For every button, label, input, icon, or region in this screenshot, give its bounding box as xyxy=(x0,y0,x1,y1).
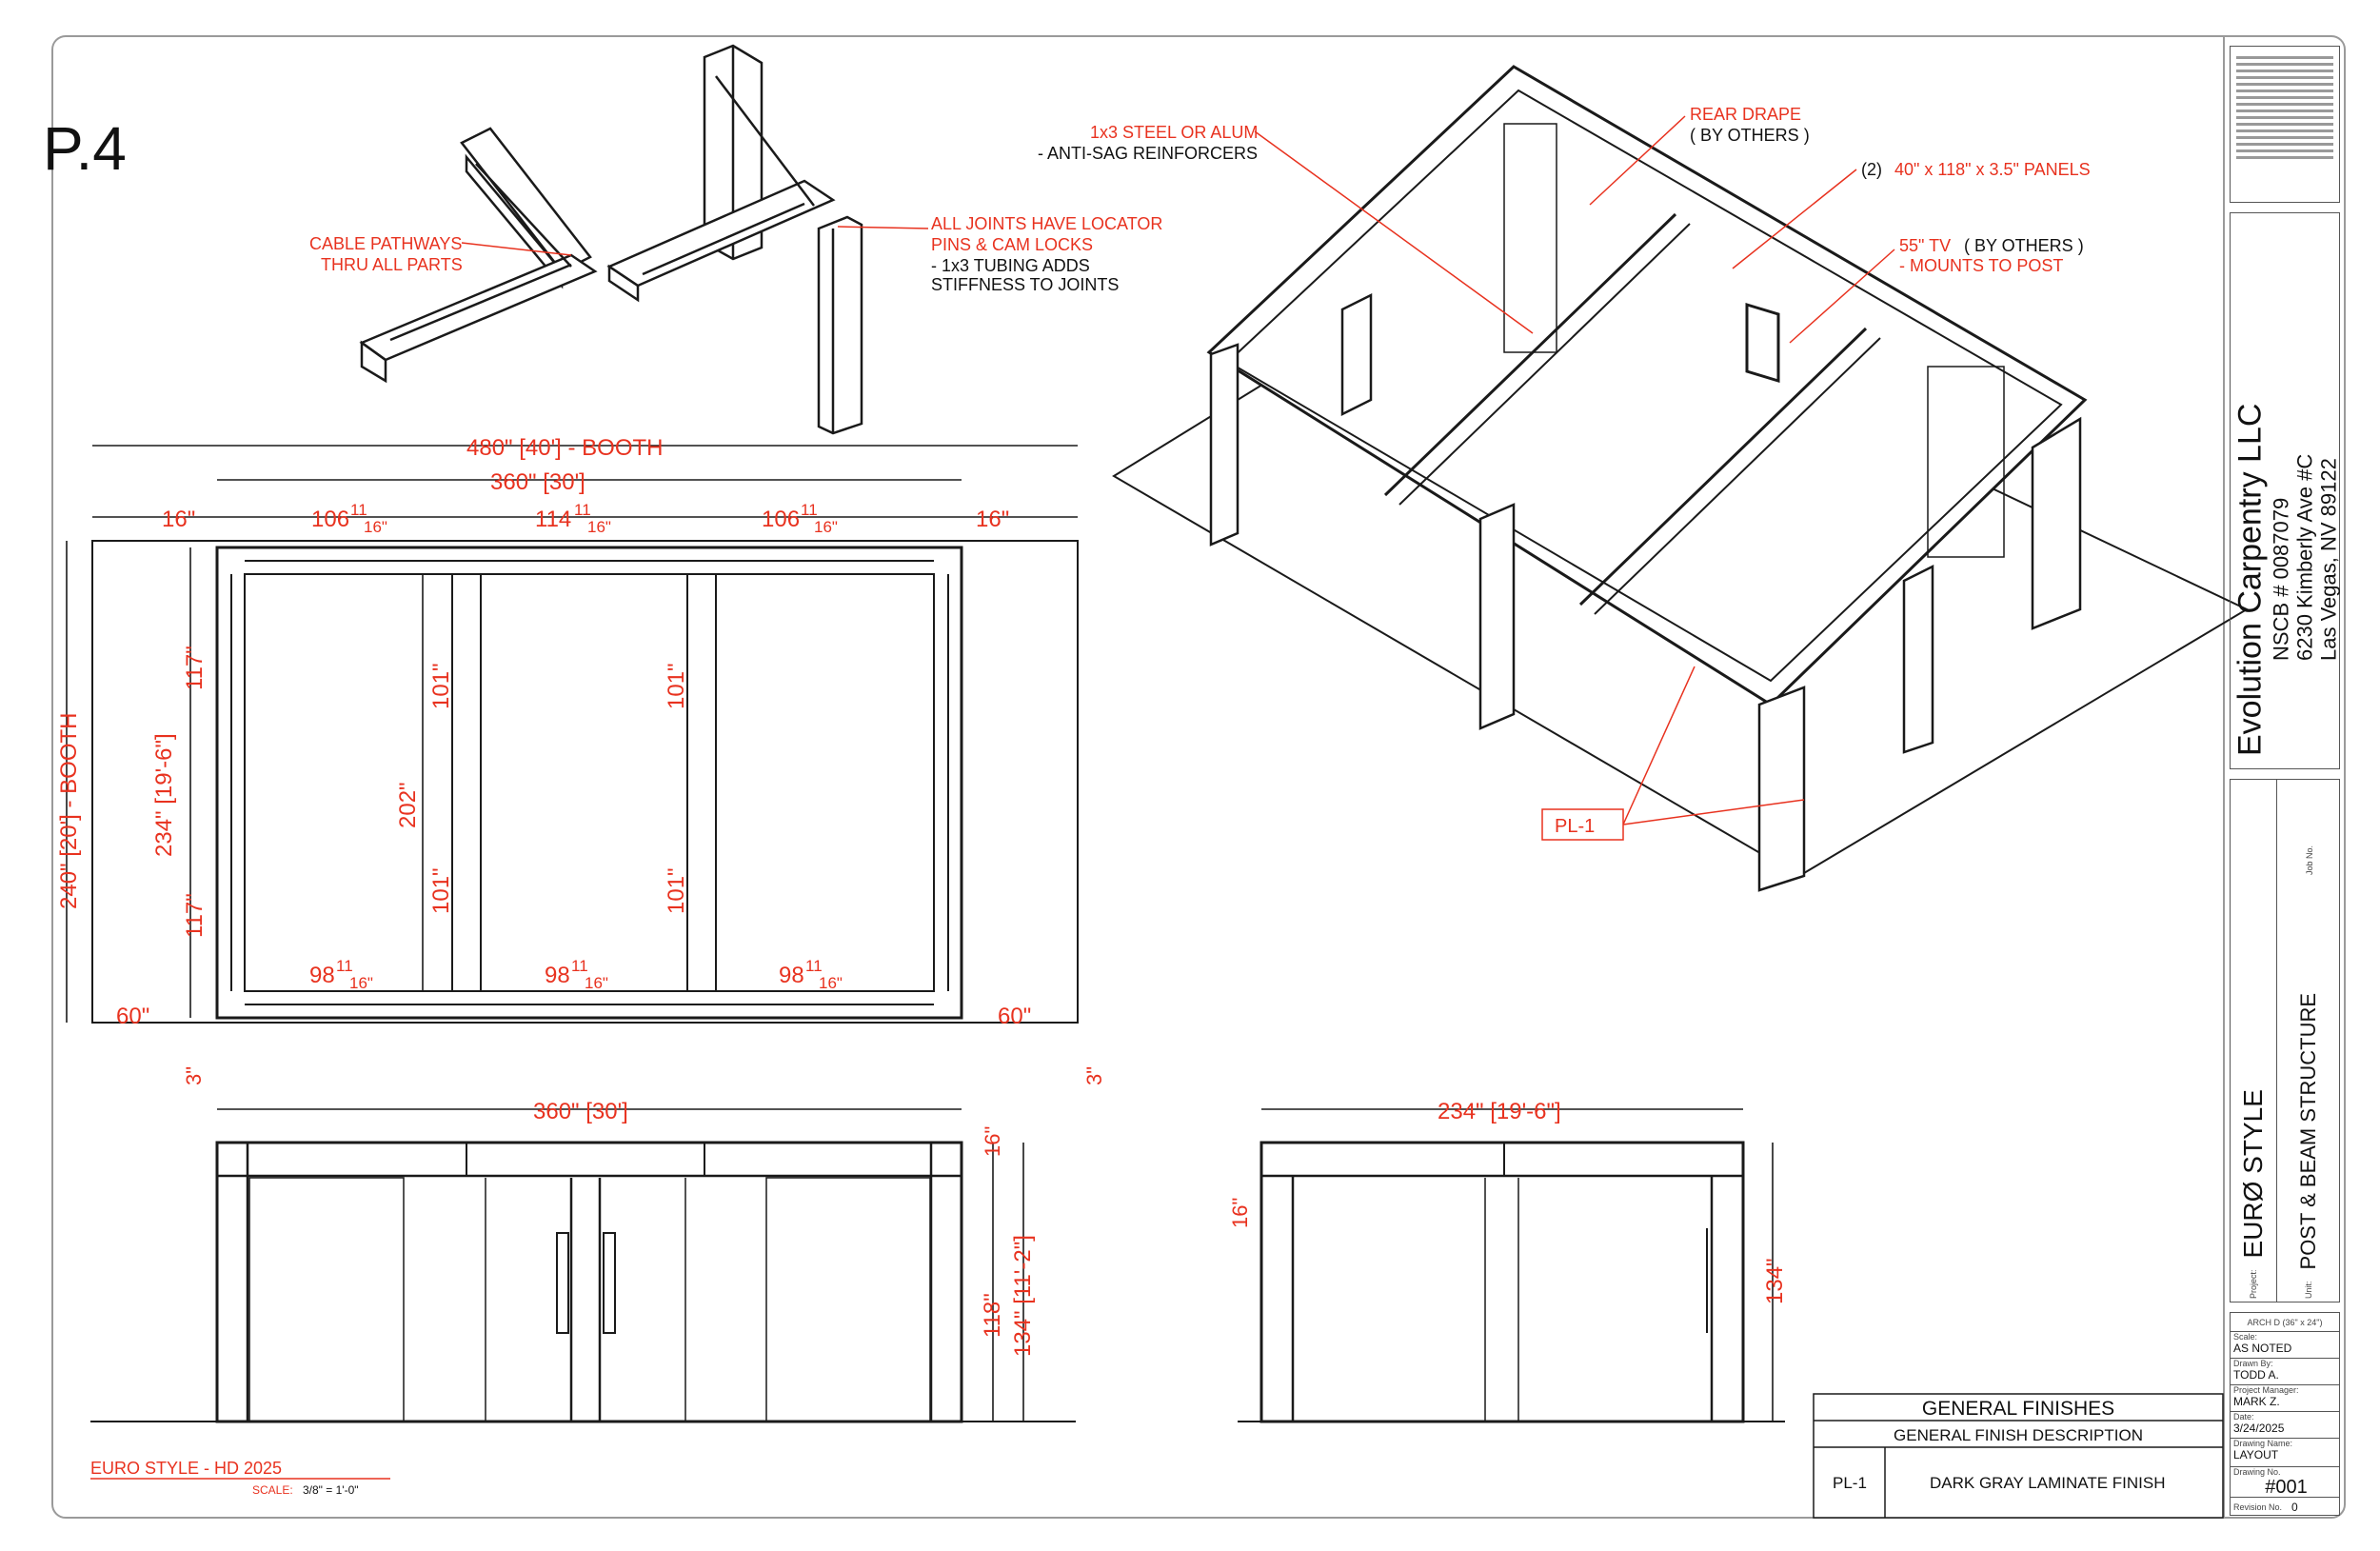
dim-left-offset: 16" xyxy=(162,507,196,532)
dim-bay-left-num: 11 xyxy=(350,501,367,519)
dim-bottom-bay-1-den: 16" xyxy=(349,974,373,992)
drawing-name-caption: Drawing Name: xyxy=(2233,1439,2293,1448)
dim-bottom-bay-3 xyxy=(779,957,843,992)
company-address-1: 6230 Kimberly Ave #C xyxy=(2292,453,2317,661)
dim-bottom-bay-3-whole: 98 xyxy=(779,963,804,988)
project-block xyxy=(2230,779,2340,1302)
dim-bottom-bay-1-whole: 98 xyxy=(309,963,335,988)
dim-bottom-bay-3-den: 16" xyxy=(819,974,843,992)
dim-bay-left-den: 16" xyxy=(364,518,387,536)
dim-frame-depth: 234" [19'-6"] xyxy=(151,733,177,857)
dim-bottom-right: 60" xyxy=(998,1004,1032,1029)
finishes-title: GENERAL FINISHES xyxy=(1921,1398,2115,1420)
front-clear: 118" xyxy=(980,1293,1005,1338)
disclaimer-block xyxy=(2230,46,2340,203)
company-block xyxy=(2230,212,2340,769)
dim-frame-width: 360" [30'] xyxy=(490,469,585,495)
project-name: EURØ STYLE xyxy=(2238,1089,2268,1259)
dim-half-depth-top: 117" xyxy=(182,646,208,690)
sheet-size: ARCH D (36" x 24") xyxy=(2247,1318,2323,1327)
steel-note: - ANTI-SAG REINFORCERS xyxy=(1038,144,1259,163)
front-header: 16" xyxy=(981,1125,1004,1157)
front-elevation-drawing xyxy=(90,1109,1076,1422)
dim-bottom-bay-2-num: 11 xyxy=(571,957,588,975)
dim-beam-span-1: 101" xyxy=(428,663,454,709)
steel-callout: 1x3 STEEL OR ALUM xyxy=(1090,123,1259,142)
dim-bottom-bay-2 xyxy=(545,957,608,992)
side-total: 134" xyxy=(1762,1258,1788,1304)
dim-booth-width: 480" [40'] - BOOTH xyxy=(466,435,664,461)
drawn-by: TODD A. xyxy=(2233,1368,2279,1382)
dim-bottom-bay-2-whole: 98 xyxy=(545,963,570,988)
job-caption: Job No. xyxy=(2305,845,2314,875)
tv-callout: 55" TV xyxy=(1899,236,1952,255)
scale-value: AS NOTED xyxy=(2233,1342,2292,1355)
joints-callout-2: PINS & CAM LOCKS xyxy=(931,235,1094,254)
scale-caption: Scale: xyxy=(2233,1332,2258,1342)
project-caption: Project: xyxy=(2249,1269,2258,1299)
project-text-rotated xyxy=(2238,918,2269,1299)
dim-bay-center-num: 11 xyxy=(574,501,591,519)
dim-bay-right-den: 16" xyxy=(814,518,838,536)
dim-inner-depth: 202" xyxy=(395,782,421,828)
dim-edge-right: 3" xyxy=(1082,1065,1106,1085)
finishes-subtitle: GENERAL FINISH DESCRIPTION xyxy=(1894,1426,2143,1444)
title-block xyxy=(2230,46,2342,1516)
side-header: 16" xyxy=(1228,1197,1252,1228)
date-value: 3/24/2025 xyxy=(2233,1422,2285,1435)
scale-value: 3/8" = 1'-0" xyxy=(303,1483,359,1497)
side-elevation-drawing xyxy=(1238,1109,1785,1422)
dim-bottom-bay-2-den: 16" xyxy=(585,974,608,992)
drawing-no-caption: Drawing No. xyxy=(2233,1467,2281,1477)
front-total: 134" [11'-2"] xyxy=(1010,1235,1036,1357)
dim-bay-center-den: 16" xyxy=(587,518,611,536)
project-manager: MARK Z. xyxy=(2233,1395,2280,1408)
panels-callout: 40" x 118" x 3.5" PANELS xyxy=(1894,160,2091,179)
dim-bay-left xyxy=(311,501,387,536)
company-text-rotated xyxy=(2231,223,2341,756)
style-label: EURO STYLE - HD 2025 xyxy=(90,1459,283,1478)
revision-no: 0 xyxy=(2291,1501,2298,1514)
dim-bay-left-whole: 106 xyxy=(311,507,350,532)
dim-bay-right-num: 11 xyxy=(801,501,818,519)
dim-bay-right-whole: 106 xyxy=(762,507,801,532)
cable-callout-1: CABLE PATHWAYS xyxy=(309,234,463,253)
joints-callout-3: - 1x3 TUBING ADDS xyxy=(931,256,1090,275)
company-address-2: Las Vegas, NV 89122 xyxy=(2316,458,2341,661)
date-caption: Date: xyxy=(2233,1412,2254,1422)
dim-edge-left: 3" xyxy=(182,1065,206,1085)
pl1-tag: PL-1 xyxy=(1555,816,1596,837)
dim-bay-center xyxy=(535,501,611,536)
drawn-caption: Drawn By: xyxy=(2233,1359,2273,1368)
dim-right-offset: 16" xyxy=(976,507,1010,532)
isometric-view-drawing xyxy=(1114,67,2247,890)
dim-bottom-bay-1 xyxy=(309,957,373,992)
unit-name: POST & BEAM STRUCTURE xyxy=(2296,992,2320,1270)
panels-qty: (2) xyxy=(1861,160,1882,179)
company-license: NSCB # 0087079 xyxy=(2269,497,2293,661)
finish-row-code: PL-1 xyxy=(1833,1474,1867,1492)
dim-bay-right xyxy=(762,501,838,536)
dim-booth-depth: 240" [20'] - BOOTH xyxy=(56,712,82,909)
tv-note: ( BY OTHERS ) xyxy=(1964,236,2084,255)
joints-callout-1: ALL JOINTS HAVE LOCATOR xyxy=(931,214,1163,233)
pm-caption: Project Manager: xyxy=(2233,1385,2299,1395)
dim-bay-center-whole: 114 xyxy=(535,507,572,532)
plan-view-drawing xyxy=(92,541,1078,1023)
unit-text-rotated xyxy=(2296,918,2321,1299)
cable-callout-2: THRU ALL PARTS xyxy=(321,255,463,274)
drape-note: ( BY OTHERS ) xyxy=(1690,126,1810,145)
sheet-info-block xyxy=(2230,1312,2340,1516)
dim-beam-span-3: 101" xyxy=(664,663,689,709)
page-label: P.4 xyxy=(43,114,127,183)
tv-mount-note: - MOUNTS TO POST xyxy=(1899,256,2064,275)
revision-caption: Revision No. xyxy=(2233,1502,2283,1512)
dim-bottom-bay-1-num: 11 xyxy=(336,957,353,975)
scale-label: SCALE: xyxy=(252,1483,293,1497)
finish-row-description: DARK GRAY LAMINATE FINISH xyxy=(1930,1474,2166,1492)
pl1-leader-1 xyxy=(1623,666,1695,825)
dim-bottom-left: 60" xyxy=(116,1004,150,1029)
drawing-no: #001 xyxy=(2265,1477,2308,1498)
side-width: 234" [19'-6"] xyxy=(1438,1099,1561,1124)
front-width: 360" [30'] xyxy=(533,1099,628,1124)
dim-bottom-bay-3-num: 11 xyxy=(805,957,823,975)
drawing-name: LAYOUT xyxy=(2233,1448,2279,1462)
drape-callout: REAR DRAPE xyxy=(1690,105,1802,124)
joints-callout-4: STIFFNESS TO JOINTS xyxy=(931,275,1120,294)
unit-caption: Unit: xyxy=(2304,1281,2313,1299)
job-caption-rotated xyxy=(2300,799,2317,875)
dim-half-depth-bottom: 117" xyxy=(182,893,208,938)
dim-beam-span-4: 101" xyxy=(664,867,689,914)
company-name: Evolution Carpentry LLC xyxy=(2231,403,2269,756)
dim-beam-span-2: 101" xyxy=(428,867,454,914)
